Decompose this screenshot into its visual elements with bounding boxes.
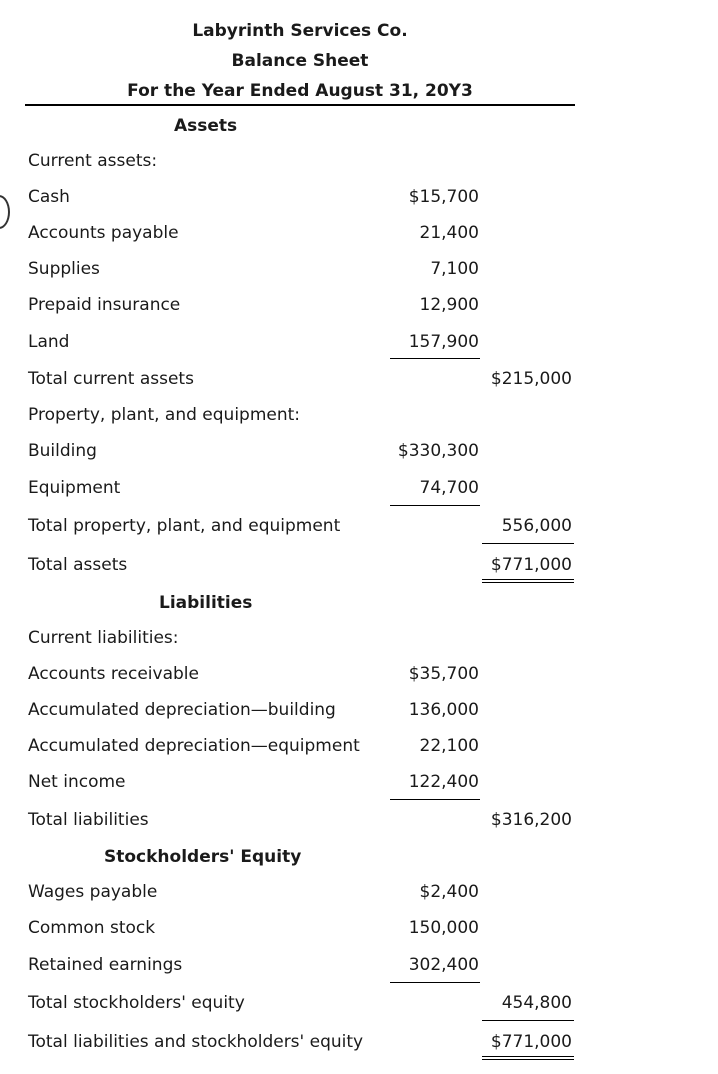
current-liabilities-heading-row — [28, 626, 588, 650]
row-total: 556,000 — [501, 516, 572, 536]
row-amount: 74,700 — [419, 478, 479, 498]
asset-row — [28, 185, 588, 209]
asset-row — [28, 257, 588, 281]
row-label: Total current assets — [28, 369, 194, 389]
subtotal-underline — [390, 505, 480, 506]
row-label: Land — [28, 332, 70, 352]
liability-row — [28, 698, 588, 722]
ppe-heading-row — [28, 403, 588, 427]
row-label: Common stock — [28, 918, 156, 938]
row-amount: $330,300 — [397, 441, 479, 461]
asset-row — [28, 330, 588, 354]
row-label: Total liabilities — [28, 810, 149, 830]
row-amount: $35,700 — [408, 664, 479, 684]
row-label: Accounts receivable — [28, 664, 199, 684]
grand-total-row — [28, 1030, 588, 1054]
row-amount: 7,100 — [430, 259, 479, 279]
asset-row — [28, 439, 588, 463]
row-amount: 122,400 — [408, 772, 479, 792]
row-label: Equipment — [28, 478, 121, 498]
liability-row — [28, 770, 588, 794]
total-underline — [482, 1020, 574, 1021]
asset-row — [28, 293, 588, 317]
row-label: Building — [28, 441, 97, 461]
row-label: Cash — [28, 187, 70, 207]
row-label: Accounts payable — [28, 223, 179, 243]
row-label: Total assets — [28, 555, 128, 575]
row-label: Net income — [28, 772, 126, 792]
row-label: Wages payable — [28, 882, 158, 902]
row-label: Supplies — [28, 259, 100, 279]
equity-heading: Stockholders' Equity — [104, 847, 302, 867]
row-total: $771,000 — [490, 1032, 572, 1052]
ppe-heading: Property, plant, and equipment: — [28, 405, 301, 425]
row-total: 454,800 — [501, 993, 572, 1013]
current-assets-heading-row — [28, 149, 588, 173]
total-ppe-row — [28, 514, 588, 538]
liabilities-heading: Liabilities — [159, 593, 253, 613]
row-label: Retained earnings — [28, 955, 183, 975]
asset-row — [28, 221, 588, 245]
subtotal-underline — [390, 982, 480, 983]
row-total: $215,000 — [490, 369, 572, 389]
row-amount: 12,900 — [419, 295, 479, 315]
row-amount: 157,900 — [408, 332, 479, 352]
grand-total-double-underline — [482, 579, 574, 583]
total-assets-row — [28, 553, 588, 577]
row-amount: 21,400 — [419, 223, 479, 243]
asset-row — [28, 476, 588, 500]
grand-total-double-underline — [482, 1056, 574, 1060]
row-amount: 136,000 — [408, 700, 479, 720]
current-liabilities-heading: Current liabilities: — [28, 628, 179, 648]
row-label: Accumulated depreciation—equipment — [28, 736, 360, 756]
page-edge-mark — [0, 195, 10, 229]
header-rule — [25, 104, 575, 106]
current-assets-heading: Current assets: — [28, 151, 158, 171]
liability-row — [28, 662, 588, 686]
row-label: Prepaid insurance — [28, 295, 181, 315]
total-liabilities-row — [28, 808, 588, 832]
row-amount: 302,400 — [408, 955, 479, 975]
total-current-assets-row — [28, 367, 588, 391]
row-amount: 150,000 — [408, 918, 479, 938]
row-label: Total property, plant, and equipment — [28, 516, 341, 536]
liability-row — [28, 734, 588, 758]
subtotal-underline — [390, 799, 480, 800]
row-total: $316,200 — [490, 810, 572, 830]
assets-heading: Assets — [174, 116, 238, 136]
statement-period: For the Year Ended August 31, 20Y3 — [127, 81, 473, 101]
company-name: Labyrinth Services Co. — [192, 21, 408, 41]
statement-title: Balance Sheet — [231, 51, 369, 71]
row-total: $771,000 — [490, 555, 572, 575]
equity-row — [28, 953, 588, 977]
total-underline — [482, 543, 574, 544]
row-amount: $15,700 — [408, 187, 479, 207]
equity-row — [28, 916, 588, 940]
total-equity-row — [28, 991, 588, 1015]
row-amount: $2,400 — [419, 882, 479, 902]
row-amount: 22,100 — [419, 736, 479, 756]
equity-row — [28, 880, 588, 904]
row-label: Accumulated depreciation—building — [28, 700, 336, 720]
subtotal-underline — [390, 358, 480, 359]
row-label: Total liabilities and stockholders' equity — [28, 1032, 364, 1052]
row-label: Total stockholders' equity — [28, 993, 245, 1013]
